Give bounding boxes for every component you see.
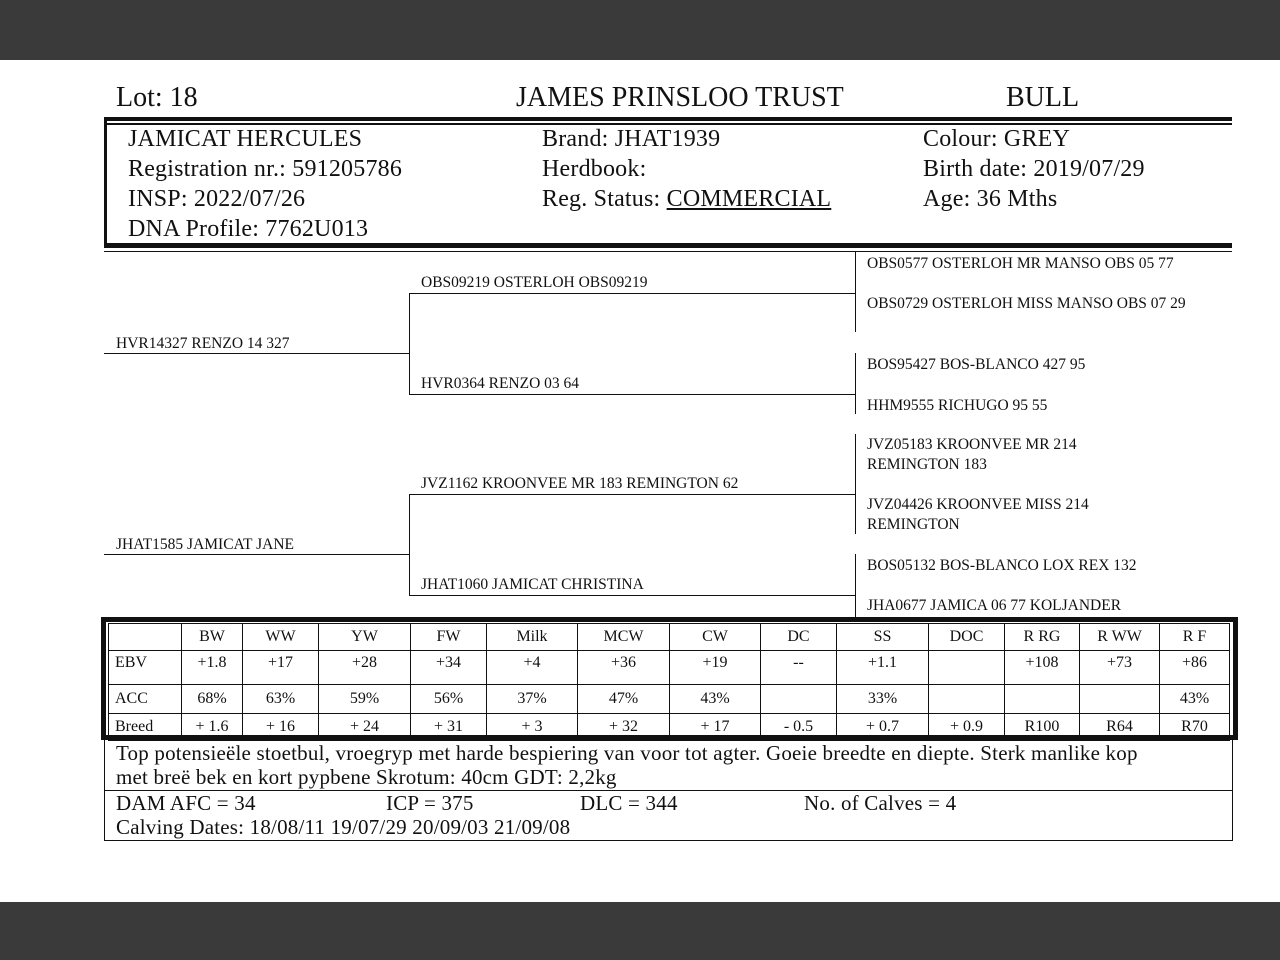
- ebv-cell: +28: [319, 651, 411, 685]
- brand: Brand: JHAT1939: [542, 126, 721, 152]
- pedigree-bracket-dd: [855, 554, 856, 617]
- breed-cell: R70: [1160, 714, 1230, 741]
- header-rule: [104, 117, 1232, 121]
- ebv-cell: +4: [487, 651, 578, 685]
- header-cell: WW: [243, 624, 319, 651]
- pedigree-line-dam: [104, 554, 409, 555]
- pedigree-ds-sire: JVZ05183 KROONVEE MR 214 REMINGTON 183: [867, 436, 1077, 473]
- breed-cell: + 17: [670, 714, 761, 741]
- dam-afc: DAM AFC = 34: [116, 791, 256, 815]
- breed-cell: + 32: [578, 714, 670, 741]
- colour: Colour: GREY: [923, 126, 1071, 152]
- inspection-date: INSP: 2022/07/26: [128, 186, 306, 212]
- ebv-cell: +36: [578, 651, 670, 685]
- pedigree-dam-sire: JVZ1162 KROONVEE MR 183 REMINGTON 62: [421, 475, 739, 492]
- breed-cell: + 31: [411, 714, 487, 741]
- ebv-cell: +73: [1080, 651, 1160, 685]
- registration-number: Registration nr.: 591205786: [128, 156, 403, 182]
- acc-cell: [761, 685, 837, 714]
- ebv-cell: [929, 651, 1005, 685]
- breed-cell: + 3: [487, 714, 578, 741]
- pedigree-dd-dam: JHA0677 JAMICA 06 77 KOLJANDER: [867, 597, 1122, 614]
- breed-cell: Breed: [109, 714, 182, 741]
- ebv-cell: +17: [243, 651, 319, 685]
- performance-header-row: [109, 624, 1230, 651]
- pedigree-line-dd: [409, 595, 856, 596]
- header-cell: CW: [670, 624, 761, 651]
- animal-category: BULL: [1006, 82, 1080, 113]
- dna-profile: DNA Profile: 7762U013: [128, 216, 369, 242]
- ebv-cell: +1.1: [837, 651, 929, 685]
- pedigree-line-sd: [409, 394, 856, 395]
- pedigree-bracket-dam: [409, 494, 410, 595]
- pedigree-sd-dam: HHM9555 RICHUGO 95 55: [867, 397, 1048, 414]
- owner-name: JAMES PRINSLOO TRUST: [516, 82, 844, 113]
- breed-cell: + 0.9: [929, 714, 1005, 741]
- pedigree-bracket-ds: [855, 434, 856, 534]
- herdbook: Herdbook:: [542, 156, 647, 182]
- pedigree-ds-dam: JVZ04426 KROONVEE MISS 214 REMINGTON: [867, 496, 1089, 533]
- acc-cell: ACC: [109, 685, 182, 714]
- header-cell: Milk: [487, 624, 578, 651]
- ebv-cell: +1.8: [182, 651, 243, 685]
- acc-cell: 59%: [319, 685, 411, 714]
- calving-dates: Calving Dates: 18/08/11 19/07/29 20/09/03 21/09/08: [116, 815, 571, 839]
- reg-status: [542, 186, 831, 213]
- breed-row: [109, 714, 1230, 741]
- pedigree-line-ds: [409, 494, 856, 495]
- bottom-bar: [0, 902, 1280, 960]
- acc-cell: 63%: [243, 685, 319, 714]
- acc-cell: 43%: [670, 685, 761, 714]
- pedigree-dam-dam: JHAT1060 JAMICAT CHRISTINA: [421, 576, 644, 593]
- age: Age: 36 Mths: [923, 186, 1058, 212]
- breed-cell: + 0.7: [837, 714, 929, 741]
- acc-cell: 43%: [1160, 685, 1230, 714]
- acc-cell: 56%: [411, 685, 487, 714]
- animal-name: JAMICAT HERCULES: [128, 126, 363, 152]
- pedigree-ss-dam: OBS0729 OSTERLOH MISS MANSO OBS 07 29: [867, 295, 1186, 312]
- header-cell: FW: [411, 624, 487, 651]
- header-cell: R F: [1160, 624, 1230, 651]
- info-rule-thin: [104, 251, 1232, 252]
- header-cell: YW: [319, 624, 411, 651]
- pedigree-dd-sire: BOS05132 BOS-BLANCO LOX REX 132: [867, 557, 1137, 574]
- acc-row: [109, 685, 1230, 714]
- acc-cell: 47%: [578, 685, 670, 714]
- pedigree-sire: HVR14327 RENZO 14 327: [116, 335, 290, 352]
- acc-cell: 68%: [182, 685, 243, 714]
- pedigree-sire-sire: OBS09219 OSTERLOH OBS09219: [421, 274, 648, 291]
- breed-cell: + 1.6: [182, 714, 243, 741]
- reg-status-value: COMMERCIAL: [666, 186, 832, 212]
- ebv-cell: +86: [1160, 651, 1230, 685]
- reg-status-label: Reg. Status:: [542, 186, 661, 212]
- pedigree-dam: JHAT1585 JAMICAT JANE: [116, 536, 294, 553]
- ebv-cell: +108: [1005, 651, 1080, 685]
- pedigree-ss-sire: OBS0577 OSTERLOH MR MANSO OBS 05 77: [867, 255, 1174, 272]
- acc-cell: 33%: [837, 685, 929, 714]
- ebv-cell: +19: [670, 651, 761, 685]
- lot-number: Lot: 18: [116, 82, 198, 113]
- pedigree-sire-dam: HVR0364 RENZO 03 64: [421, 375, 580, 392]
- breed-cell: R100: [1005, 714, 1080, 741]
- ebv-cell: --: [761, 651, 837, 685]
- pedigree-bracket-sire: [409, 293, 410, 394]
- header-rule-thin: [104, 123, 1232, 125]
- pedigree-line-sire: [104, 353, 409, 354]
- performance-table: [108, 623, 1230, 741]
- ebv-row: [109, 651, 1230, 685]
- header-cell: MCW: [578, 624, 670, 651]
- header-cell: [109, 624, 182, 651]
- dam-icp: ICP = 375: [386, 791, 474, 815]
- dam-calves: No. of Calves = 4: [804, 791, 957, 815]
- pedigree-bracket-sd: [855, 353, 856, 414]
- ebv-cell: +34: [411, 651, 487, 685]
- pedigree-line-ss: [409, 293, 856, 294]
- header-cell: BW: [182, 624, 243, 651]
- top-bar: [0, 0, 1280, 60]
- info-left-border: [104, 117, 107, 248]
- pedigree-bracket-ss: [855, 252, 856, 332]
- header-cell: DC: [761, 624, 837, 651]
- comment-line-2: met breë bek en kort pypbene Skrotum: 40cm GDT: 2,2kg: [116, 765, 617, 789]
- header-cell: DOC: [929, 624, 1005, 651]
- header-cell: R RG: [1005, 624, 1080, 651]
- acc-cell: [1005, 685, 1080, 714]
- ebv-cell: EBV: [109, 651, 182, 685]
- acc-cell: [929, 685, 1005, 714]
- acc-cell: 37%: [487, 685, 578, 714]
- birth-date: Birth date: 2019/07/29: [923, 156, 1145, 182]
- comment-line-1: Top potensieële stoetbul, vroegryp met harde bespiering van voor tot agter. Goeie breedte en diepte. Sterk manlike kop: [116, 741, 1138, 765]
- breed-cell: - 0.5: [761, 714, 837, 741]
- header-cell: R WW: [1080, 624, 1160, 651]
- dam-dlc: DLC = 344: [580, 791, 678, 815]
- info-rule: [104, 243, 1232, 248]
- breed-cell: R64: [1080, 714, 1160, 741]
- pedigree-sd-sire: BOS95427 BOS-BLANCO 427 95: [867, 356, 1086, 373]
- breed-cell: + 24: [319, 714, 411, 741]
- acc-cell: [1080, 685, 1160, 714]
- header-cell: SS: [837, 624, 929, 651]
- breed-cell: + 16: [243, 714, 319, 741]
